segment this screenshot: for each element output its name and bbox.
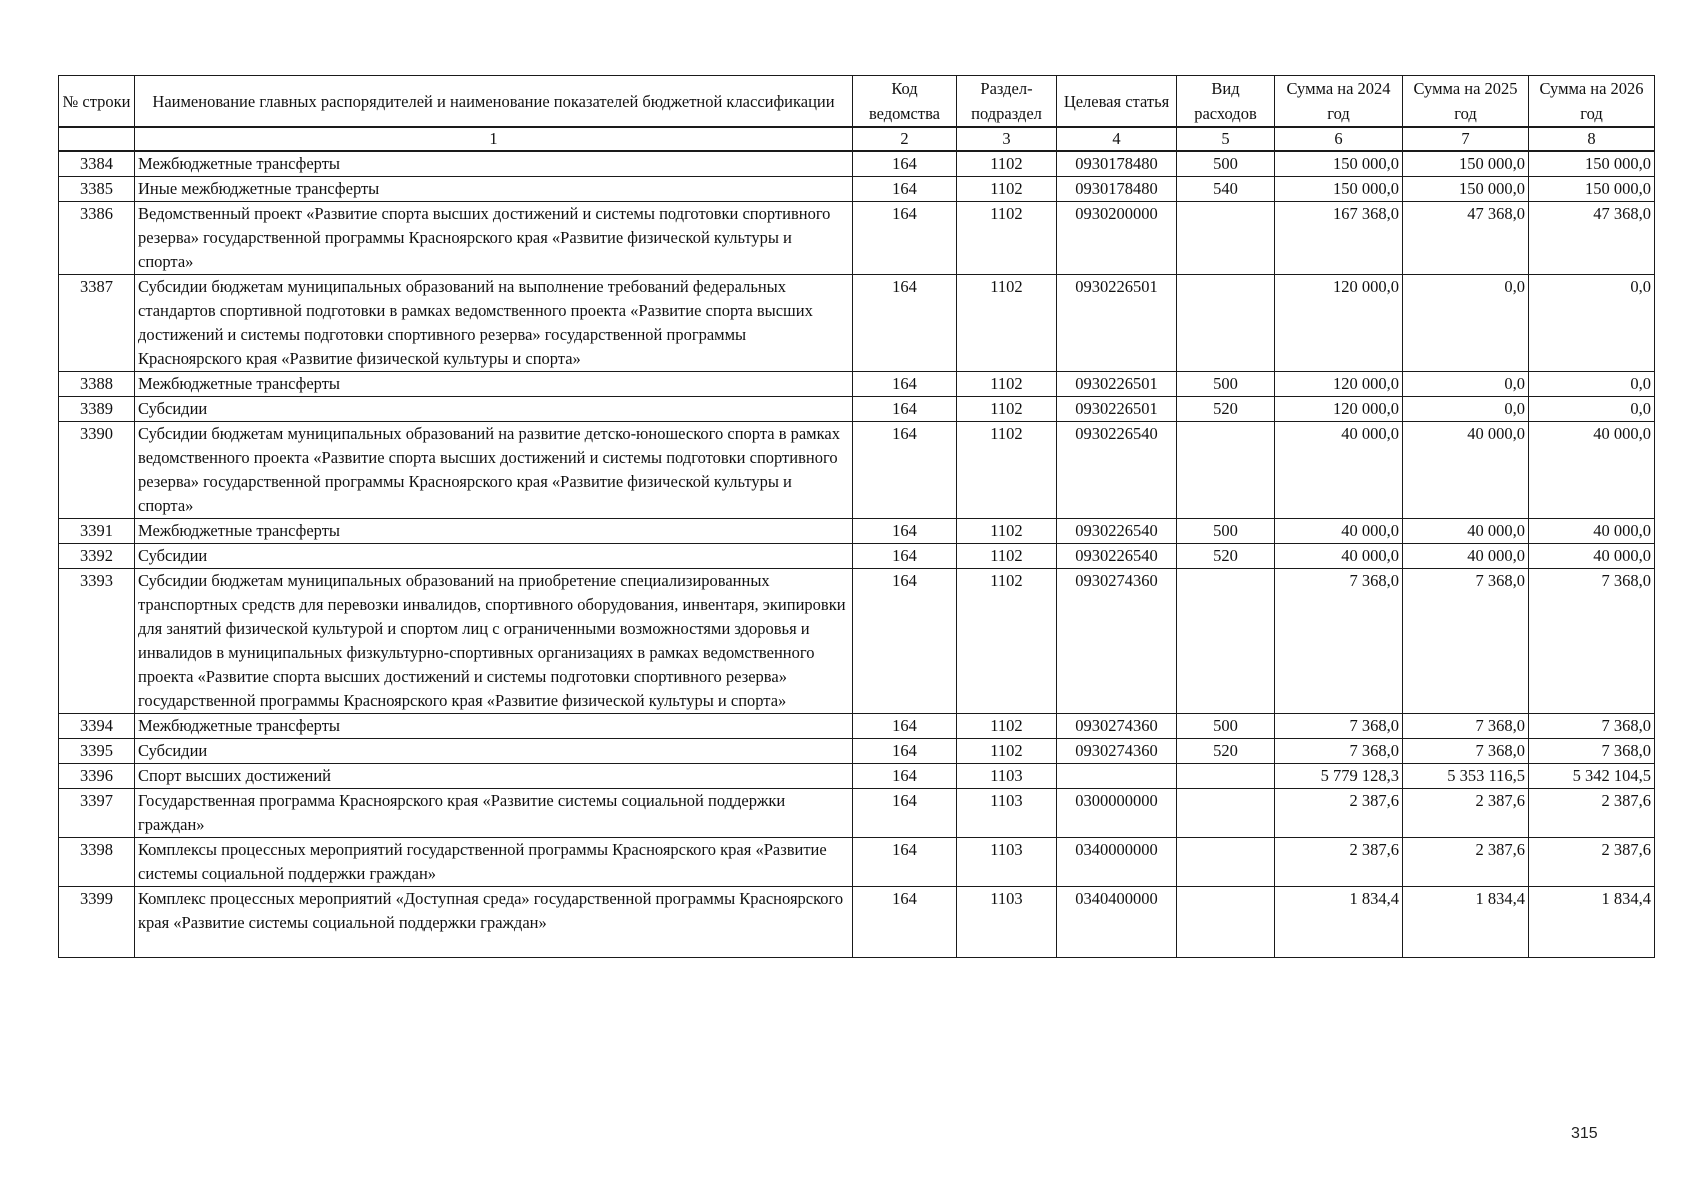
- column-number: [59, 127, 135, 151]
- row-dept-code-cell: 164: [853, 739, 957, 764]
- row-section-cell: 1103: [957, 887, 1057, 958]
- row-sum-2025-cell: 40 000,0: [1403, 544, 1529, 569]
- row-number-cell: 3399: [59, 887, 135, 958]
- row-sum-2026-cell: 1 834,4: [1529, 887, 1655, 958]
- row-target-cell: 0930274360: [1057, 569, 1177, 714]
- row-dept-code-cell: 164: [853, 544, 957, 569]
- row-sum-2024-cell: 2 387,6: [1275, 789, 1403, 838]
- row-section-cell: 1102: [957, 397, 1057, 422]
- row-sum-2024-cell: 40 000,0: [1275, 422, 1403, 519]
- row-sum-2024-cell: 120 000,0: [1275, 397, 1403, 422]
- row-expense-type-cell: 520: [1177, 544, 1275, 569]
- row-target-cell: 0930178480: [1057, 151, 1177, 177]
- column-number: 4: [1057, 127, 1177, 151]
- table-row: [59, 739, 1655, 764]
- row-sum-2025-cell: 150 000,0: [1403, 151, 1529, 177]
- row-sum-2025-cell: 7 368,0: [1403, 739, 1529, 764]
- table-row: [59, 764, 1655, 789]
- row-section-cell: 1102: [957, 714, 1057, 739]
- header-row: [59, 76, 1655, 128]
- table-row: [59, 714, 1655, 739]
- page-number: 315: [1571, 1125, 1598, 1142]
- row-sum-2026-cell: 150 000,0: [1529, 151, 1655, 177]
- header-section: Раздел-подраздел: [957, 76, 1057, 128]
- row-section-cell: 1102: [957, 275, 1057, 372]
- row-sum-2025-cell: 0,0: [1403, 275, 1529, 372]
- row-section-cell: 1102: [957, 519, 1057, 544]
- header-dept-code: Код ведомства: [853, 76, 957, 128]
- row-sum-2025-cell: 1 834,4: [1403, 887, 1529, 958]
- row-dept-code-cell: 164: [853, 177, 957, 202]
- row-sum-2026-cell: 0,0: [1529, 397, 1655, 422]
- row-sum-2025-cell: 0,0: [1403, 397, 1529, 422]
- row-sum-2025-cell: 150 000,0: [1403, 177, 1529, 202]
- row-target-cell: 0930274360: [1057, 739, 1177, 764]
- row-sum-2025-cell: 40 000,0: [1403, 422, 1529, 519]
- row-expense-type-cell: 520: [1177, 739, 1275, 764]
- column-number: 1: [135, 127, 853, 151]
- row-name-cell: Субсидии бюджетам муниципальных образований на выполнение требований федеральных стандартов спортивной подготовки в рамках ведомственного проекта «Развитие спорта высших достижений и системы подготовки спортивного резерва» государственной программы Красноярского края «Развитие физической культуры и спорта»: [135, 275, 853, 372]
- row-expense-type-cell: [1177, 789, 1275, 838]
- table-row: [59, 544, 1655, 569]
- row-expense-type-cell: [1177, 887, 1275, 958]
- row-sum-2025-cell: 40 000,0: [1403, 519, 1529, 544]
- row-number-cell: 3394: [59, 714, 135, 739]
- row-sum-2026-cell: 2 387,6: [1529, 838, 1655, 887]
- column-number: 2: [853, 127, 957, 151]
- header-sum-2025: Сумма на 2025 год: [1403, 76, 1529, 128]
- row-sum-2025-cell: 7 368,0: [1403, 569, 1529, 714]
- row-expense-type-cell: [1177, 422, 1275, 519]
- table-row: [59, 519, 1655, 544]
- row-name-cell: Межбюджетные трансферты: [135, 151, 853, 177]
- row-section-cell: 1102: [957, 177, 1057, 202]
- row-sum-2025-cell: 47 368,0: [1403, 202, 1529, 275]
- row-sum-2025-cell: 5 353 116,5: [1403, 764, 1529, 789]
- row-target-cell: 0930200000: [1057, 202, 1177, 275]
- row-sum-2026-cell: 7 368,0: [1529, 714, 1655, 739]
- row-name-cell: Комплекс процессных мероприятий «Доступная среда» государственной программы Красноярского края «Развитие системы социальной поддержки граждан»: [135, 887, 853, 958]
- row-section-cell: 1102: [957, 569, 1057, 714]
- row-dept-code-cell: 164: [853, 519, 957, 544]
- table-row: [59, 789, 1655, 838]
- row-name-cell: Субсидии бюджетам муниципальных образований на приобретение специализированных транспортных средств для перевозки инвалидов, спортивного оборудования, инвентаря, экипировки для занятий физической культурой и спортом лиц с ограниченными возможностями здоровья и инвалидов в муниципальных физкультурно-спортивных организациях в рамках ведомственного проекта «Развитие спорта высших достижений и системы подготовки спортивного резерва» государственной программы Красноярского края «Развитие физической культуры и спорта»: [135, 569, 853, 714]
- row-target-cell: 0930226501: [1057, 275, 1177, 372]
- row-number-cell: 3393: [59, 569, 135, 714]
- row-sum-2024-cell: 150 000,0: [1275, 151, 1403, 177]
- row-name-cell: Субсидии бюджетам муниципальных образований на развитие детско-юношеского спорта в рамках ведомственного проекта «Развитие спорта высших достижений и системы подготовки спортивного резерва» государственной программы Красноярского края «Развитие физической культуры и спорта»: [135, 422, 853, 519]
- row-expense-type-cell: [1177, 569, 1275, 714]
- row-sum-2026-cell: 2 387,6: [1529, 789, 1655, 838]
- row-sum-2026-cell: 40 000,0: [1529, 519, 1655, 544]
- row-target-cell: 0930226501: [1057, 372, 1177, 397]
- row-target-cell: 0340000000: [1057, 838, 1177, 887]
- row-expense-type-cell: [1177, 275, 1275, 372]
- row-sum-2026-cell: 7 368,0: [1529, 739, 1655, 764]
- row-number-cell: 3384: [59, 151, 135, 177]
- row-name-cell: Межбюджетные трансферты: [135, 519, 853, 544]
- row-dept-code-cell: 164: [853, 275, 957, 372]
- row-expense-type-cell: [1177, 202, 1275, 275]
- table-row: [59, 397, 1655, 422]
- row-sum-2024-cell: 1 834,4: [1275, 887, 1403, 958]
- header-sum-2024: Сумма на 2024 год: [1275, 76, 1403, 128]
- budget-table: [58, 75, 1655, 958]
- row-target-cell: 0930274360: [1057, 714, 1177, 739]
- row-sum-2024-cell: 167 368,0: [1275, 202, 1403, 275]
- row-expense-type-cell: [1177, 838, 1275, 887]
- row-sum-2024-cell: 7 368,0: [1275, 739, 1403, 764]
- row-number-cell: 3391: [59, 519, 135, 544]
- row-section-cell: 1102: [957, 544, 1057, 569]
- row-sum-2026-cell: 0,0: [1529, 372, 1655, 397]
- row-section-cell: 1102: [957, 422, 1057, 519]
- row-sum-2026-cell: 40 000,0: [1529, 544, 1655, 569]
- row-number-cell: 3386: [59, 202, 135, 275]
- column-number: 7: [1403, 127, 1529, 151]
- row-section-cell: 1102: [957, 202, 1057, 275]
- row-expense-type-cell: 500: [1177, 372, 1275, 397]
- row-sum-2024-cell: 5 779 128,3: [1275, 764, 1403, 789]
- row-name-cell: Комплексы процессных мероприятий государственной программы Красноярского края «Развитие системы социальной поддержки граждан»: [135, 838, 853, 887]
- row-sum-2025-cell: 7 368,0: [1403, 714, 1529, 739]
- budget-sheet: [58, 75, 1655, 958]
- row-dept-code-cell: 164: [853, 397, 957, 422]
- row-sum-2024-cell: 2 387,6: [1275, 838, 1403, 887]
- row-dept-code-cell: 164: [853, 569, 957, 714]
- row-name-cell: Иные межбюджетные трансферты: [135, 177, 853, 202]
- row-section-cell: 1103: [957, 838, 1057, 887]
- column-number: 3: [957, 127, 1057, 151]
- row-dept-code-cell: 164: [853, 789, 957, 838]
- row-sum-2025-cell: 2 387,6: [1403, 838, 1529, 887]
- row-sum-2024-cell: 40 000,0: [1275, 519, 1403, 544]
- row-sum-2026-cell: 150 000,0: [1529, 177, 1655, 202]
- row-target-cell: 0300000000: [1057, 789, 1177, 838]
- row-name-cell: Ведомственный проект «Развитие спорта высших достижений и системы подготовки спортивного резерва» государственной программы Красноярского края «Развитие физической культуры и спорта»: [135, 202, 853, 275]
- row-sum-2026-cell: 0,0: [1529, 275, 1655, 372]
- row-name-cell: Субсидии: [135, 397, 853, 422]
- table-row: [59, 275, 1655, 372]
- row-dept-code-cell: 164: [853, 151, 957, 177]
- row-number-cell: 3395: [59, 739, 135, 764]
- row-dept-code-cell: 164: [853, 714, 957, 739]
- row-target-cell: 0930178480: [1057, 177, 1177, 202]
- row-number-cell: 3397: [59, 789, 135, 838]
- header-row-no: № строки: [59, 76, 135, 128]
- row-sum-2024-cell: 120 000,0: [1275, 275, 1403, 372]
- row-number-cell: 3398: [59, 838, 135, 887]
- row-section-cell: 1102: [957, 372, 1057, 397]
- row-dept-code-cell: 164: [853, 202, 957, 275]
- row-name-cell: Спорт высших достижений: [135, 764, 853, 789]
- table-row: [59, 372, 1655, 397]
- row-name-cell: Государственная программа Красноярского края «Развитие системы социальной поддержки граждан»: [135, 789, 853, 838]
- row-target-cell: [1057, 764, 1177, 789]
- row-dept-code-cell: 164: [853, 838, 957, 887]
- row-number-cell: 3396: [59, 764, 135, 789]
- row-target-cell: 0930226540: [1057, 519, 1177, 544]
- row-sum-2025-cell: 0,0: [1403, 372, 1529, 397]
- row-name-cell: Субсидии: [135, 544, 853, 569]
- row-name-cell: Межбюджетные трансферты: [135, 372, 853, 397]
- header-sum-2026: Сумма на 2026 год: [1529, 76, 1655, 128]
- row-expense-type-cell: 500: [1177, 151, 1275, 177]
- row-section-cell: 1103: [957, 764, 1057, 789]
- row-sum-2026-cell: 40 000,0: [1529, 422, 1655, 519]
- row-sum-2025-cell: 2 387,6: [1403, 789, 1529, 838]
- table-row: [59, 202, 1655, 275]
- row-number-cell: 3390: [59, 422, 135, 519]
- table-row: [59, 177, 1655, 202]
- row-dept-code-cell: 164: [853, 372, 957, 397]
- header-expense-type: Вид расходов: [1177, 76, 1275, 128]
- column-number: 8: [1529, 127, 1655, 151]
- row-sum-2026-cell: 47 368,0: [1529, 202, 1655, 275]
- column-number-row: [59, 127, 1655, 151]
- header-name: Наименование главных распорядителей и наименование показателей бюджетной классификации: [135, 76, 853, 128]
- row-number-cell: 3392: [59, 544, 135, 569]
- row-sum-2024-cell: 40 000,0: [1275, 544, 1403, 569]
- row-expense-type-cell: 520: [1177, 397, 1275, 422]
- row-sum-2026-cell: 5 342 104,5: [1529, 764, 1655, 789]
- column-number: 5: [1177, 127, 1275, 151]
- row-name-cell: Межбюджетные трансферты: [135, 714, 853, 739]
- table-row: [59, 569, 1655, 714]
- row-number-cell: 3387: [59, 275, 135, 372]
- row-expense-type-cell: [1177, 764, 1275, 789]
- row-sum-2026-cell: 7 368,0: [1529, 569, 1655, 714]
- row-number-cell: 3388: [59, 372, 135, 397]
- row-number-cell: 3389: [59, 397, 135, 422]
- row-sum-2024-cell: 120 000,0: [1275, 372, 1403, 397]
- row-dept-code-cell: 164: [853, 422, 957, 519]
- table-row: [59, 422, 1655, 519]
- row-section-cell: 1102: [957, 739, 1057, 764]
- row-target-cell: 0930226540: [1057, 544, 1177, 569]
- row-target-cell: 0930226540: [1057, 422, 1177, 519]
- row-dept-code-cell: 164: [853, 887, 957, 958]
- row-number-cell: 3385: [59, 177, 135, 202]
- header-target: Целевая статья: [1057, 76, 1177, 128]
- table-row: [59, 151, 1655, 177]
- row-expense-type-cell: 540: [1177, 177, 1275, 202]
- row-target-cell: 0340400000: [1057, 887, 1177, 958]
- row-expense-type-cell: 500: [1177, 714, 1275, 739]
- row-name-cell: Субсидии: [135, 739, 853, 764]
- table-row: [59, 838, 1655, 887]
- row-expense-type-cell: 500: [1177, 519, 1275, 544]
- row-dept-code-cell: 164: [853, 764, 957, 789]
- table-row: [59, 887, 1655, 958]
- column-number: 6: [1275, 127, 1403, 151]
- row-section-cell: 1103: [957, 789, 1057, 838]
- row-sum-2024-cell: 150 000,0: [1275, 177, 1403, 202]
- row-target-cell: 0930226501: [1057, 397, 1177, 422]
- row-sum-2024-cell: 7 368,0: [1275, 714, 1403, 739]
- row-section-cell: 1102: [957, 151, 1057, 177]
- row-sum-2024-cell: 7 368,0: [1275, 569, 1403, 714]
